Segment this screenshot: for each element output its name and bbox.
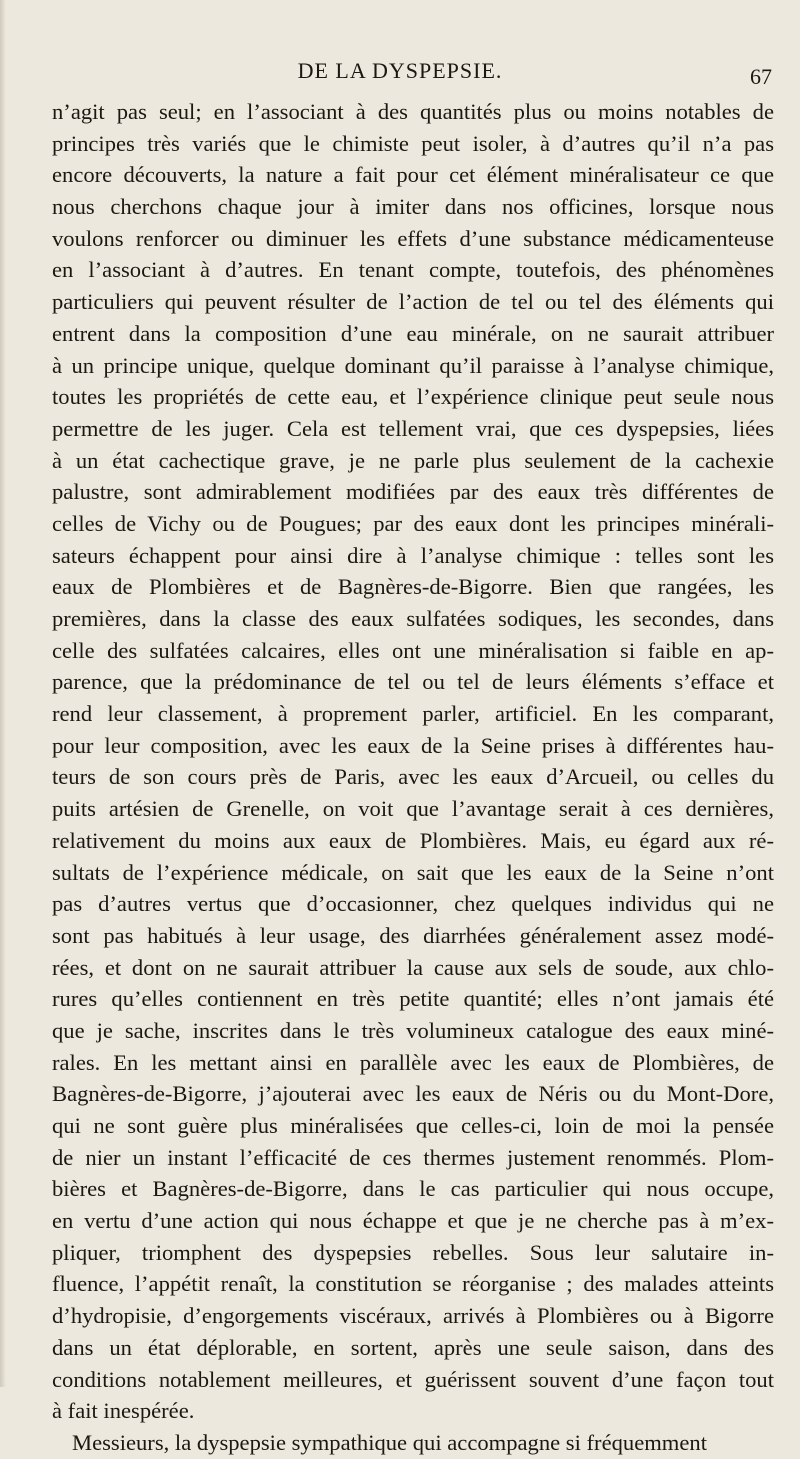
text-line: celles de Vichy ou de Pougues; par des eaux dont les principes minérali-	[52, 510, 774, 536]
body-text	[52, 96, 774, 1459]
text-line: particuliers qui peuvent résulter de l’action de tel ou tel des éléments qui	[52, 289, 774, 315]
paragraph-start-line: Messieurs, la dyspepsie sympathique qui accompagne si fréquemment	[72, 1429, 707, 1455]
text-line: sateurs échappent pour ainsi dire à l’analyse chimique : telles sont les	[52, 542, 774, 568]
text-line: rées, et dont on ne saurait attribuer la cause aux sels de soude, aux chlo-	[52, 954, 774, 980]
text-line: pliquer, triomphent des dyspepsies rebelles. Sous leur salutaire in-	[52, 1239, 774, 1265]
text-line: sultats de l’expérience médicale, on sait que les eaux de la Seine n’ont	[52, 859, 774, 885]
text-line: premières, dans la classe des eaux sulfatées sodiques, les secondes, dans	[52, 606, 774, 631]
text-line: eaux de Plombières et de Bagnères-de-Bigorre. Bien que rangées, les	[52, 574, 774, 600]
text-line: à un état cachectique grave, je ne parle plus seulement de la cachexie	[52, 447, 774, 473]
page-header	[0, 50, 800, 90]
text-line: Bagnères-de-Bigorre, j’ajouterai avec les eaux de Néris ou du Mont-Dore,	[52, 1081, 774, 1107]
text-line: qui ne sont guère plus minéralisées que celles-ci, loin de moi la pensée	[52, 1113, 774, 1138]
text-line: toutes les propriétés de cette eau, et l’expérience clinique peut seule nous	[52, 384, 774, 410]
text-line: sont pas habitués à leur usage, des diarrhées généralement assez modé-	[52, 922, 774, 948]
running-title: DE LA DYSPEPSIE.	[297, 58, 503, 83]
text-line: à fait inespérée.	[52, 1398, 195, 1424]
text-line: entrent dans la composition d’une eau minérale, on ne saurait attribuer	[52, 320, 774, 346]
text-line: parence, que la prédominance de tel ou tel de leurs éléments s’efface et	[52, 669, 774, 695]
text-line: permettre de les juger. Cela est tellement vrai, que ces dyspepsies, liées	[52, 415, 774, 441]
text-line: n’agit pas seul; en l’associant à des quantités plus ou moins notables de	[52, 99, 774, 124]
text-line: que je sache, inscrites dans le très volumineux catalogue des eaux miné-	[52, 1017, 774, 1043]
text-line: principes très variés que le chimiste peut isoler, à d’autres qu’il n’a pas	[52, 130, 774, 156]
text-line: de nier un instant l’efficacité de ces thermes justement renommés. Plom-	[52, 1144, 774, 1170]
text-line: voulons renforcer ou diminuer les effets d’une substance médicamenteuse	[52, 225, 774, 251]
text-line: encore découverts, la nature a fait pour cet élément minéralisateur ce que	[52, 162, 774, 188]
text-line: pas d’autres vertus que d’occasionner, chez quelques individus qui ne	[52, 891, 774, 917]
text-line: dans un état déplorable, en sortent, après une seule saison, dans des	[52, 1334, 774, 1360]
text-line: à un principe unique, quelque dominant qu’il paraisse à l’analyse chimique,	[52, 352, 774, 378]
page-edge-shadow	[0, 0, 6, 1387]
text-line: puits artésien de Grenelle, on voit que l’avantage serait à ces dernières,	[52, 796, 774, 822]
text-line: pour leur composition, avec les eaux de la Seine prises à différentes hau-	[52, 732, 774, 758]
text-line: d’hydropisie, d’engorgements viscéraux, arrivés à Plombières ou à Bigorre	[52, 1303, 774, 1329]
text-line: relativement du moins aux eaux de Plombières. Mais, eu égard aux ré-	[52, 827, 774, 853]
text-line: rend leur classement, à proprement parler, artificiel. En les comparant,	[52, 701, 774, 727]
text-line: fluence, l’appétit renaît, la constitution se réorganise ; des malades atteints	[52, 1271, 774, 1297]
text-line: conditions notablement meilleures, et guérissent souvent d’une façon tout	[52, 1366, 774, 1392]
text-line: bières et Bagnères-de-Bigorre, dans le cas particulier qui nous occupe,	[52, 1176, 774, 1202]
text-line: en l’associant à d’autres. En tenant compte, toutefois, des phénomènes	[52, 257, 774, 283]
text-line: palustre, sont admirablement modifiées par des eaux très différentes de	[52, 479, 774, 505]
text-line: en vertu d’une action qui nous échappe et que je ne cherche pas à m’ex-	[52, 1208, 774, 1234]
text-line: rales. En les mettant ainsi en parallèle avec les eaux de Plombières, de	[52, 1049, 774, 1075]
page-number: 67	[750, 64, 772, 89]
text-line: teurs de son cours près de Paris, avec les eaux d’Arcueil, ou celles du	[52, 764, 774, 790]
text-line: rures qu’elles contiennent en très petite quantité; elles n’ont jamais été	[52, 986, 774, 1012]
text-line: nous cherchons chaque jour à imiter dans nos officines, lorsque nous	[52, 194, 774, 220]
text-line: celle des sulfatées calcaires, elles ont une minéralisation si faible en ap-	[52, 637, 774, 663]
